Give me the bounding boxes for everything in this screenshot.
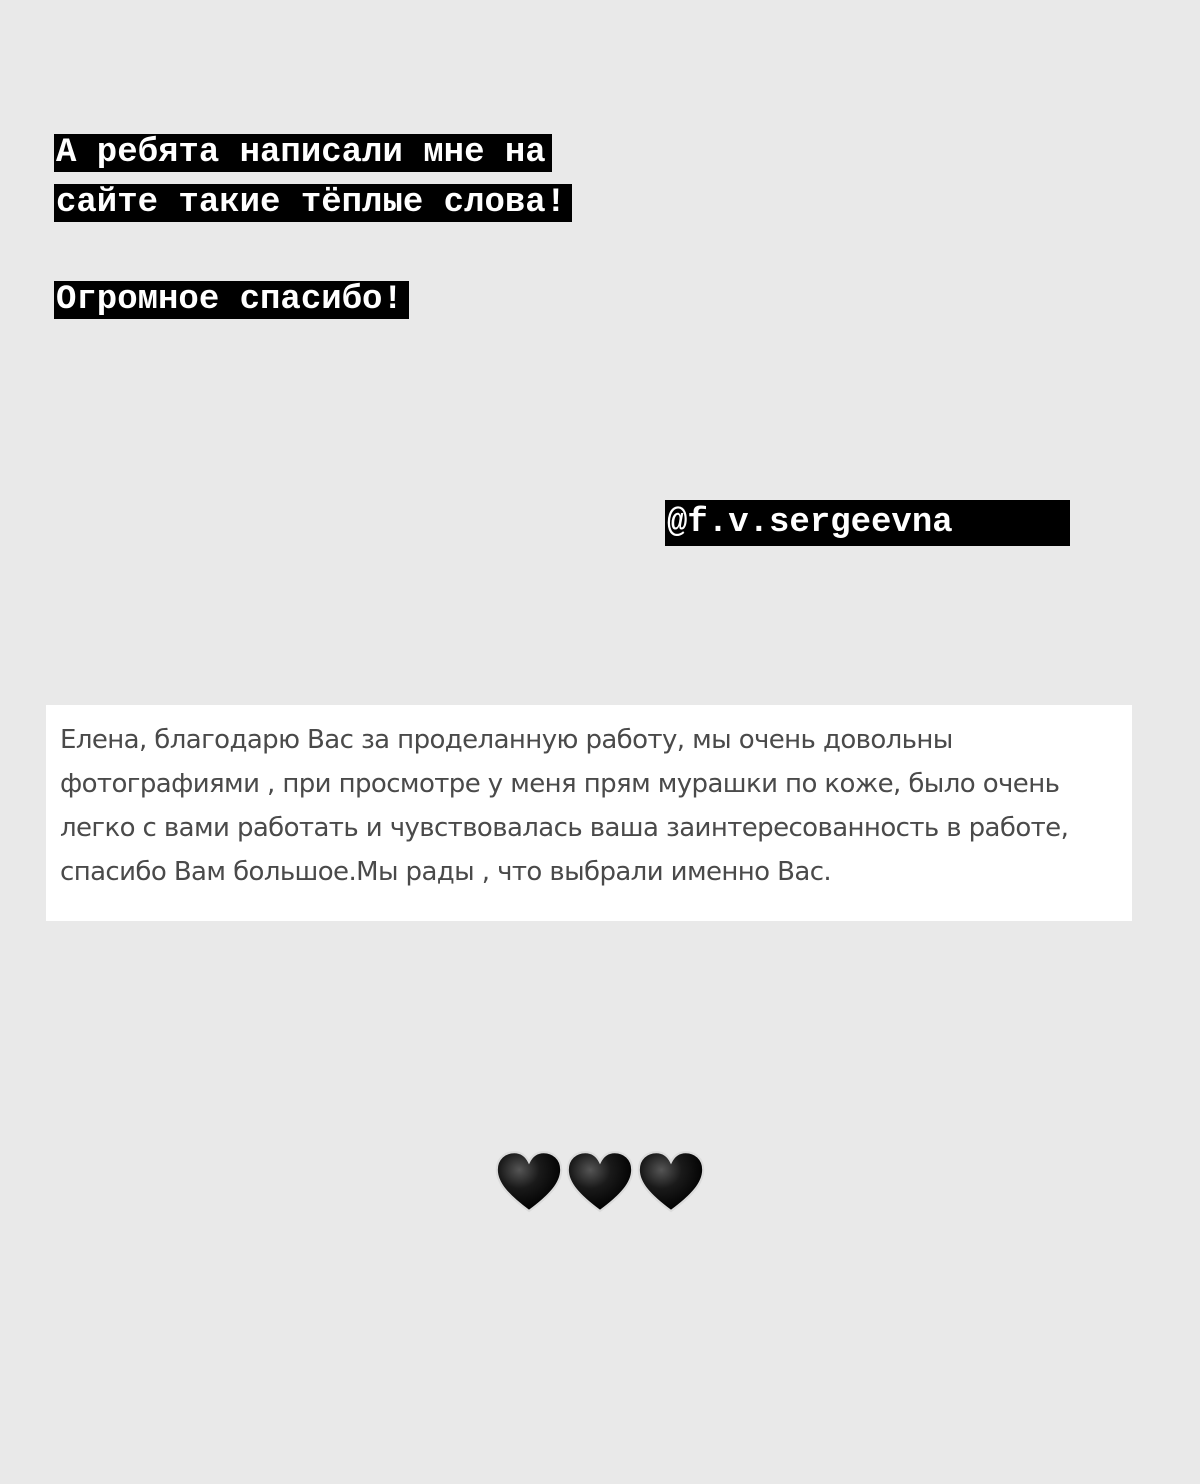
story-heading-line-1-text: А ребята написали мне на	[54, 134, 552, 172]
review-card	[46, 705, 1132, 921]
story-heading-line-2	[54, 180, 572, 226]
review-text: Елена, благодарю Вас за проделанную работу, мы очень довольны фотографиями , при просмотре у меня прям мурашки по коже, было очень легко с вами работать и чувствовалась ваша заинтересованность в работе, спасибо Вам большое.Мы рады , что выбрали именно Вас.	[60, 725, 1069, 887]
story-thanks-text: Огромное спасибо!	[54, 281, 409, 319]
user-mention-text: @f.v.sergeevna	[667, 504, 953, 542]
story-thanks-line	[54, 277, 409, 323]
black-heart-icon	[494, 1148, 564, 1218]
black-heart-icon	[636, 1148, 706, 1218]
story-heading-line-1	[54, 130, 552, 176]
hearts-row	[494, 1148, 706, 1220]
black-heart-icon	[565, 1148, 635, 1218]
user-mention-tag[interactable]	[665, 500, 1070, 546]
story-heading-line-2-text: сайте такие тёплые слова!	[54, 184, 572, 222]
